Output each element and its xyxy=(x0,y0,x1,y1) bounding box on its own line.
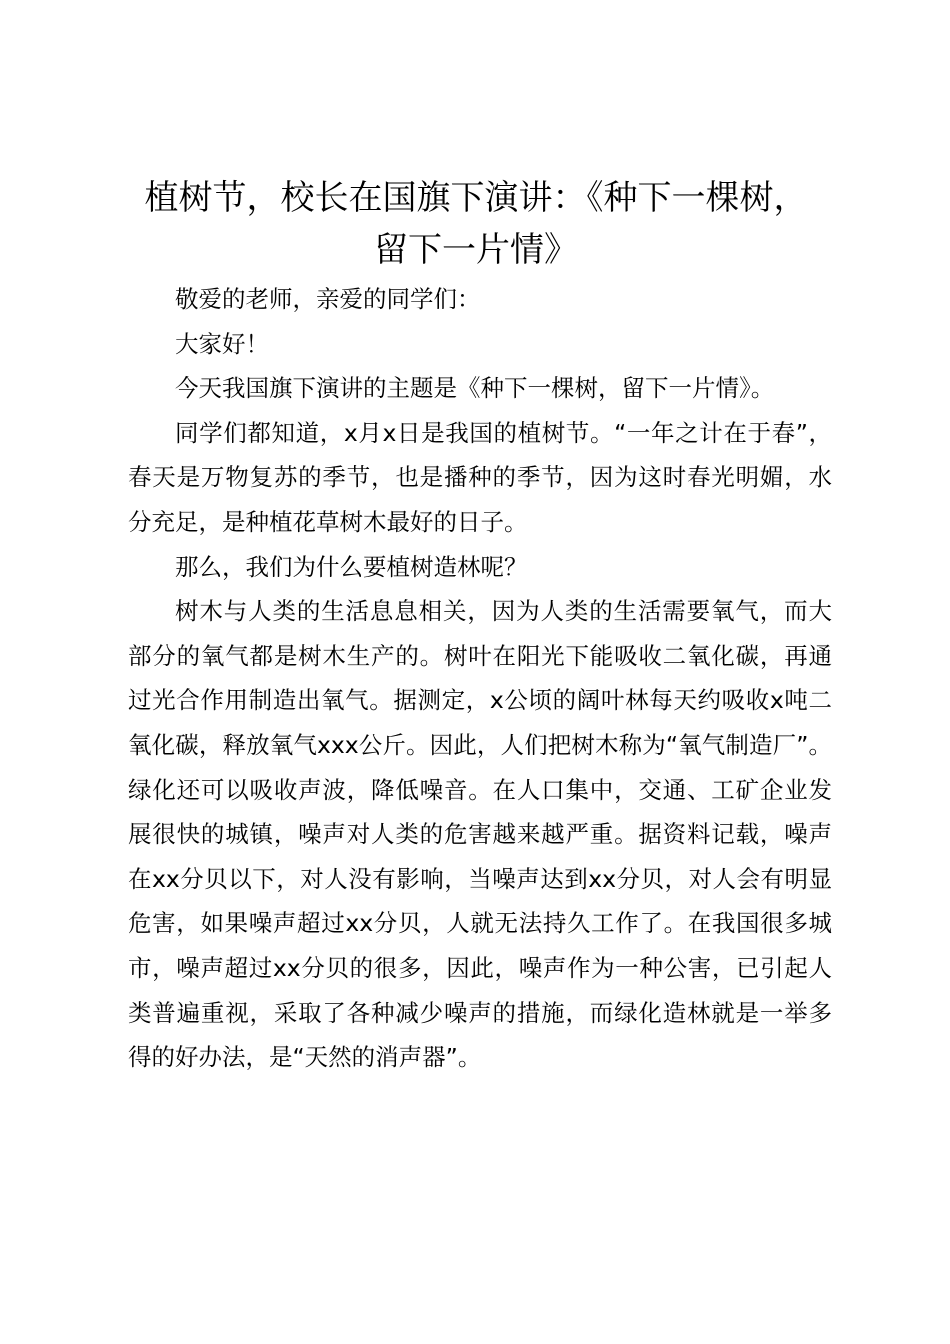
title-line-2: 留下一片情》 xyxy=(374,230,578,270)
document-body xyxy=(128,277,832,1080)
arbor-day-paragraph: 同学们都知道，x月x日是我国的植树节。“一年之计在于春”，春天是万物复苏的季节，也是播种的季节，因为这时春光明媚，水分充足，是种植花草树木最好的日子。 xyxy=(128,418,832,536)
theme-paragraph: 今天我国旗下演讲的主题是《种下一棵树，留下一片情》。 xyxy=(175,374,775,403)
salutation-paragraph: 敬爱的老师，亲爱的同学们： xyxy=(175,285,481,313)
question-paragraph: 那么，我们为什么要植树造林呢？ xyxy=(175,552,528,581)
benefits-paragraph: 树木与人类的生活息息相关，因为人类的生活需要氧气，而大部分的氧气都是树木生产的。树叶在阳光下能吸收二氧化碳，再通过光合作用制造出氧气。据测定，x公顷的阔叶林每天约吸收x吨二氧化碳，释放氧气xxx公斤。因此，人们把树木称为“氧气制造厂”。绿化还可以吸收声波，降低噪音。在人口集中，交通、工矿企业发展很快的城镇，噪声对人类的危害越来越严重。据资料记载，噪声在xx分贝以下，对人没有影响，当噪声达到xx分贝，对人会有明显危害，如果噪声超过xx分贝，人就无法持久工作了。在我国很多城市，噪声超过xx分贝的很多，因此，噪声作为一种公害，已引起人类普遍重视，采取了各种减少噪声的措施，而绿化造林就是一举多得的好办法，是“天然的消声器”。 xyxy=(128,597,832,1072)
document-title xyxy=(120,172,832,276)
title-line-1: 植树节，校长在国旗下演讲：《种下一棵树， xyxy=(144,178,808,218)
greeting-paragraph: 大家好！ xyxy=(175,329,269,358)
